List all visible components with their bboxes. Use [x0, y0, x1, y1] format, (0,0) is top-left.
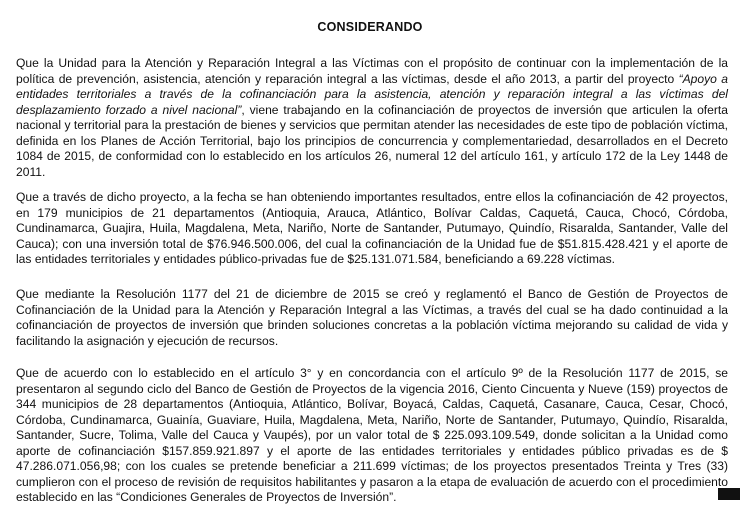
project-title-italic: “Apoyo a entidades territoriales a través de la cofinanciación para la asistencia, atención y reparación integral a las víctimas del desplazamiento forzado a nivel nacional” — [16, 71, 728, 117]
paragraph-1-intro: Que la Unidad para la Atención y Reparación Integral a las Víctimas con el propósito de continuar con la implementación de la política de prevención, asistencia, atención y reparación integral a las víctimas, desde el año 2013, a partir del proyecto — [16, 56, 728, 86]
scan-edge-mark — [718, 488, 740, 500]
paragraph-1-body: , viene trabajando en la cofinanciación de proyectos de inversión que articulen la oferta nacional y territorial para la prestación de bienes y servicios que permitan atender las necesidades de este tipo de población víctima, definida en los Planes de Acción Territorial, bajo los principios de concurrencia y complementariedad, desarrollados en el Decreto 1084 de 2015, de conformidad con lo establecido en los artículos 26, numeral 12 del artículo 161, y artículo 172 de la Ley 1448 de 2011. — [16, 102, 728, 179]
paragraph-project-results: Que a través de dicho proyecto, a la fecha se han obteniendo importantes resultados, entre ellos la cofinanciación de 42 proyectos, en 179 municipios de 21 departamentos (Antioquia, Arauca, Atlántico, Bolívar Caldas, Caquetá, Cauca, Chocó, Córdoba, Cundinamarca, Guajira, Huila, Magdalena, Meta, Nariño, Norte de Santander, Putumayo, Quindío, Risaralda, Santander, Valle del Cauca); con una inversión total de $76.946.500.006, del cual la cofinanciación de la Unidad fue de $51.815.428.421 y el aporte de las entidades territoriales y entidades público-privadas fue de $25.131.071.584, beneficiando a 69.228 víctimas. — [16, 190, 728, 266]
paragraph-resolution-1177: Que mediante la Resolución 1177 del 21 de diciembre de 2015 se creó y reglamentó el Banco de Gestión de Proyectos de Cofinanciación de la Unidad para la Atención y Reparación Integral a las Víctimas, a través del cual se ha dado continuidad a la cofinanciación de proyectos de inversión que brinden soluciones concretas a la población víctima mejorando su calidad de vida y facilitando la asignación y ejecución de recursos. — [16, 287, 728, 348]
section-heading: CONSIDERANDO — [317, 20, 423, 34]
paragraph-project-background — [16, 56, 728, 180]
paragraph-second-cycle: Que de acuerdo con lo establecido en el artículo 3° y en concordancia con el artículo 9º de la Resolución 1177 de 2015, se presentaron al segundo ciclo del Banco de Gestión de Proyectos de la vigencia 2016, Ciento Cincuenta y Nueve (159) proyectos de 344 municipios de 28 departamentos (Antioquia, Atlántico, Bolívar, Boyacá, Caldas, Caquetá, Casanare, Cauca, Cesar, Chocó, Córdoba, Cundinamarca, Guainía, Guaviare, Huila, Magdalena, Meta, Nariño, Norte de Santander, Putumayo, Quindío, Risaralda, Santander, Sucre, Tolima, Valle del Cauca y Vaupés), por un valor total de $ 225.093.109.549, donde solicitan a la Unidad como aporte de cofinanciación $157.859.921.897 y el aporte de las entidades territoriales y entidades público privadas es de $ 47.286.071.056,98; con los cuales se pretende beneficiar a 211.699 víctimas; de los proyectos presentados Treinta y Tres (33) cumplieron con el proceso de revisión de requisitos habilitantes y pasaron a la etapa de evaluación de acuerdo con el procedimiento establecido en las “Condiciones Generales de Proyectos de Inversión”. — [16, 366, 728, 504]
